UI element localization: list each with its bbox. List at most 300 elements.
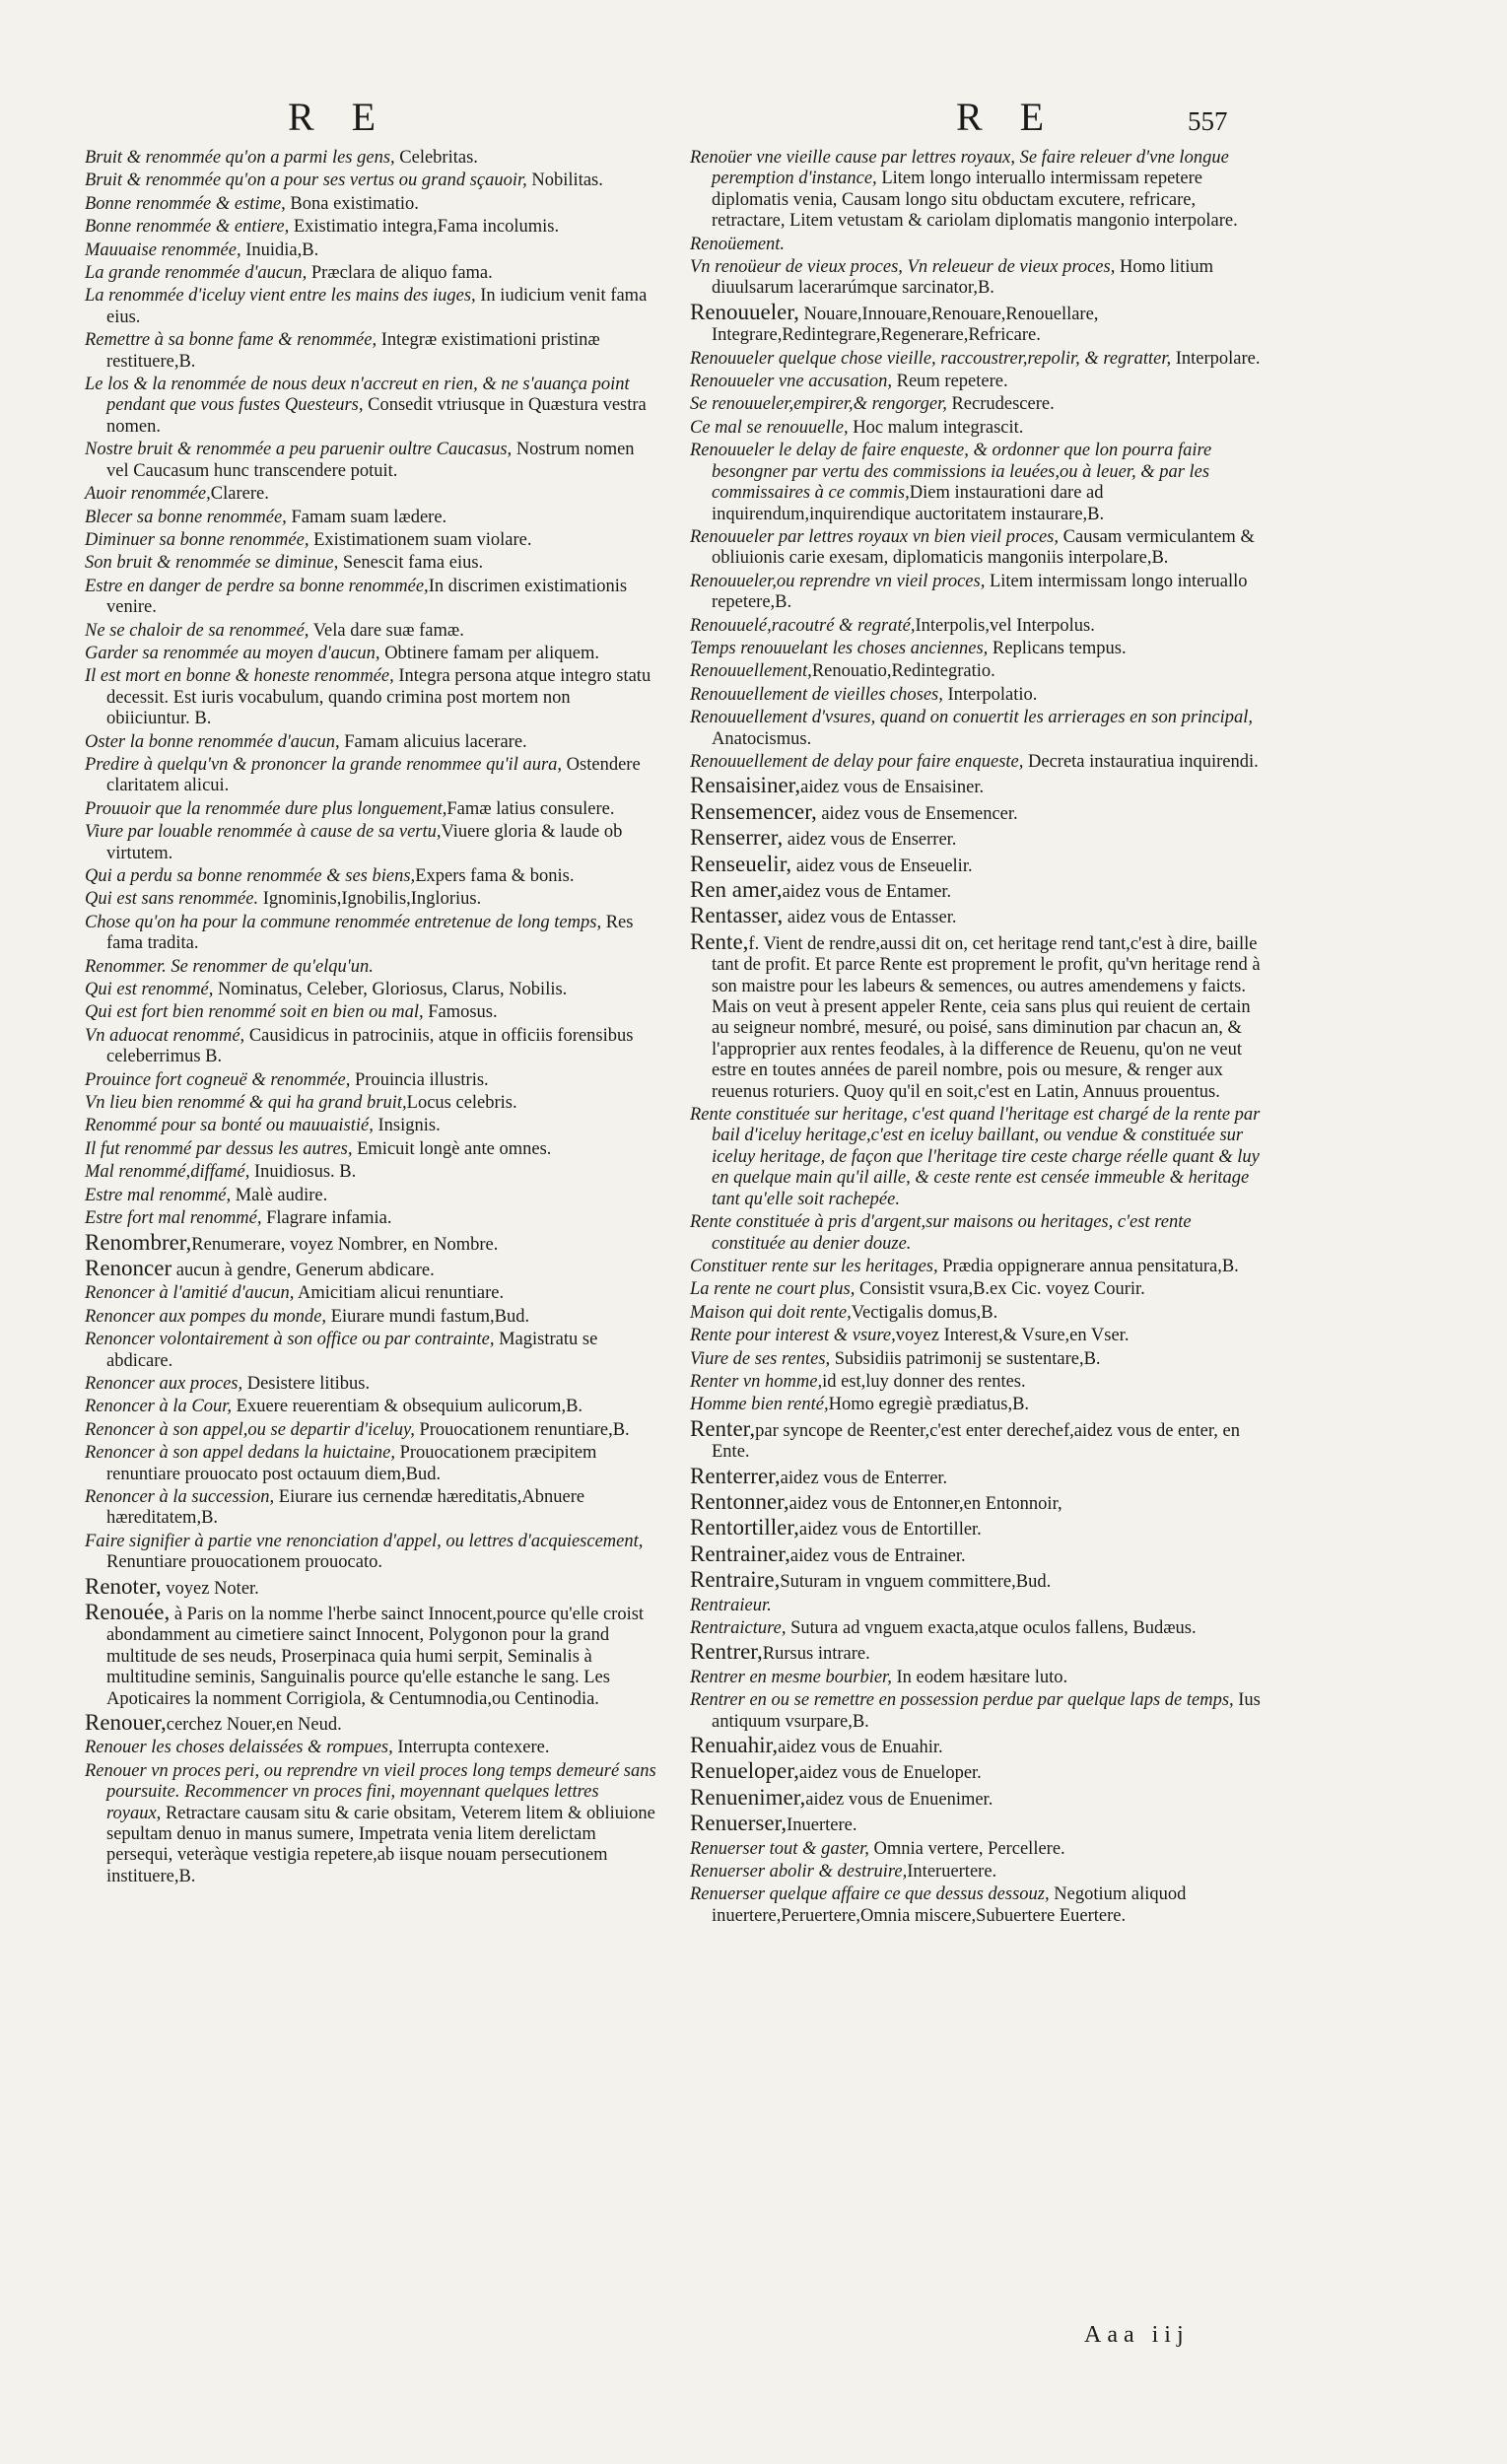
entry-headword: Renouuellement d'vsures, quand on conuertit les arrierages en son principal, <box>690 708 1254 728</box>
entry-definition: Inuidia,B. <box>240 240 319 260</box>
entry-headword: Mal renommé,diffamé, <box>85 1162 250 1183</box>
entry-headword: Renserrer, <box>690 825 784 851</box>
entry-definition: aidez vous de Entamer. <box>782 882 952 902</box>
dictionary-entry <box>690 572 1262 614</box>
entry-headword: Renouueler,ou reprendre vn vieil proces, <box>690 571 986 591</box>
dictionary-entry <box>690 394 1262 415</box>
entry-definition: Prouocationem præcipitem renuntiare prouocato post octauum diem,Bud. <box>106 1443 597 1484</box>
entry-definition: Exuere reuerentiam & obsequium aulicorum,B. <box>232 1397 583 1417</box>
dictionary-entry <box>690 1326 1262 1346</box>
dictionary-entry <box>85 1026 656 1068</box>
entry-definition: Homo egregiè prædiatus,B. <box>828 1395 1030 1415</box>
entry-headword: Temps renouuelant les choses anciennes, <box>690 638 989 658</box>
entry-headword: Rensaisiner, <box>690 773 801 798</box>
dictionary-entry <box>85 440 656 482</box>
entry-headword: Rente, <box>690 928 749 954</box>
entry-definition: Magistratu se abdicare. <box>106 1330 598 1371</box>
dictionary-entry <box>85 1573 656 1600</box>
dictionary-entry <box>690 235 1262 255</box>
entry-headword: Viure de ses rentes, <box>690 1348 831 1369</box>
entry-headword: Rente pour interest & vsure, <box>690 1326 896 1346</box>
dictionary-entry <box>690 1372 1262 1393</box>
dictionary-entry <box>85 148 656 169</box>
dictionary-entry <box>690 752 1262 773</box>
entry-definition: Nominatus, Celeber, Gloriosus, Clarus, Nobilis. <box>213 980 568 1000</box>
entry-headword: Renoncer aux proces, <box>85 1373 243 1394</box>
entry-headword: Renouer, <box>85 1710 167 1736</box>
entry-headword: Ce mal se renouuelle, <box>690 417 849 438</box>
dictionary-entry <box>85 263 656 284</box>
entry-headword: Homme bien renté, <box>690 1395 829 1415</box>
dictionary-entry <box>85 644 656 664</box>
entry-headword: Nostre bruit & renommée a peu paruenir oultre Caucasus, <box>85 440 513 460</box>
entry-definition: Existimationem suam violare. <box>308 529 532 550</box>
dictionary-entry <box>690 827 1262 851</box>
dictionary-entry <box>85 1070 656 1091</box>
entry-headword: Renombrer, <box>85 1229 192 1255</box>
entry-definition: Inuidiosus. B. <box>249 1162 357 1183</box>
entry-headword: Renoncer <box>85 1255 172 1280</box>
entry-definition: Sutura ad vnguem exacta,atque oculos fallens, Budæus. <box>786 1618 1197 1638</box>
entry-definition: Interpolare. <box>1171 348 1261 369</box>
dictionary-entry <box>85 1761 656 1887</box>
entry-definition: Emicuit longè ante omnes. <box>352 1138 552 1159</box>
entry-headword: Renter, <box>690 1415 756 1441</box>
dictionary-entry <box>85 666 656 729</box>
entry-definition: In iudicium venit fama eius. <box>106 286 648 327</box>
dictionary-entry <box>85 1116 656 1136</box>
dictionary-entry <box>690 775 1262 798</box>
entry-headword: Rentasser, <box>690 903 784 928</box>
entry-headword: Se renouueler,empirer,& rengorger, <box>690 394 947 415</box>
entry-headword: Renoncer volontairement à son office ou par contrainte, <box>85 1330 495 1350</box>
entry-headword: Renouée, <box>85 1600 171 1624</box>
running-head-right: R E <box>956 95 1059 139</box>
entry-definition: Nostrum nomen vel Caucasum hunc transcendere potuit. <box>106 440 635 481</box>
dictionary-entry <box>690 1540 1262 1567</box>
entry-headword: Renuerser abolir & destruire, <box>690 1862 908 1882</box>
dictionary-entry <box>690 928 1262 1103</box>
entry-definition: Obtinere famam per aliquem. <box>379 643 599 663</box>
dictionary-entry <box>85 889 656 910</box>
entry-headword: Renoncer à la Cour, <box>85 1397 233 1417</box>
entry-definition: Flagrare infamia. <box>261 1208 392 1229</box>
entry-headword: Renoüer vne vieille cause par lettres royaux, Se faire releuer d'vne longue peremption d'instance, <box>690 148 1229 189</box>
entry-definition: In discrimen existimationis venire. <box>106 576 628 618</box>
entry-definition: Ius antiquum vsurpare,B. <box>712 1690 1261 1732</box>
entry-headword: Renouuellement de delay pour faire enqueste, <box>690 751 1024 772</box>
entry-headword: Renuerser tout & gaster, <box>690 1838 869 1859</box>
dictionary-entry <box>85 1093 656 1114</box>
entry-definition: id est,luy donner des rentes. <box>822 1371 1026 1392</box>
entry-definition: Famæ latius consulere. <box>446 798 615 819</box>
entry-definition: Prædia oppignerare annua pensitatura,B. <box>937 1256 1239 1276</box>
entry-definition: Integræ existimationi pristinæ restituere,B. <box>106 330 600 372</box>
dictionary-entry <box>690 879 1262 903</box>
entry-definition: Insignis. <box>373 1116 441 1136</box>
entry-definition: Diem instaurationi dare ad inquirendum,inquirendique auctoritatem instaurare,B. <box>712 483 1105 524</box>
entry-headword: Renoncer aux pompes du monde, <box>85 1306 327 1327</box>
entry-headword: Renouer les choses delaissées & rompues, <box>85 1738 393 1758</box>
dictionary-entry <box>85 621 656 642</box>
dictionary-entry <box>690 1760 1262 1784</box>
dictionary-entry <box>690 372 1262 392</box>
entry-headword: Ne se chaloir de sa renommeé, <box>85 620 309 641</box>
entry-headword: Maison qui doit rente, <box>690 1302 852 1323</box>
dictionary-entry <box>85 530 656 551</box>
entry-headword: Bruit & renommée qu'on a parmi les gens, <box>85 148 395 168</box>
entry-definition: Interrupta contexere. <box>392 1738 550 1758</box>
dictionary-entry <box>690 527 1262 570</box>
entry-definition: Consistit vsura,B.ex Cic. voyez Courir. <box>855 1279 1145 1300</box>
dictionary-entry <box>85 1487 656 1530</box>
dictionary-entry <box>85 1420 656 1441</box>
dictionary-entry <box>690 1488 1262 1515</box>
entry-definition: Vela dare suæ famæ. <box>308 620 464 641</box>
entry-definition: Existimatio integra,Fama incolumis. <box>289 217 560 238</box>
entry-headword: Renoncer à la succession, <box>85 1486 275 1507</box>
entry-definition: Præclara de aliquo fama. <box>307 263 493 284</box>
entry-definition: Nouare,Innouare,Renouare,Renouellare, Integrare,Redintegrare,Regenerare,Refricare. <box>712 304 1099 346</box>
entry-definition: Recrudescere. <box>946 394 1055 415</box>
dictionary-entry <box>85 1162 656 1183</box>
entry-headword: Renouueler quelque chose vieille, raccoustrer,repolir, & regratter, <box>690 348 1172 369</box>
entry-headword: Rentrainer, <box>690 1540 790 1566</box>
entry-headword: Prouuoir que la renommée dure plus longuement, <box>85 798 447 819</box>
entry-headword: Renoncer à son appel,ou se departir d'iceluy, <box>85 1419 415 1440</box>
dictionary-entry <box>690 1349 1262 1370</box>
entry-headword: Chose qu'on ha pour la commune renommée entretenue de long temps, <box>85 912 602 932</box>
entry-headword: Rentrer en mesme bourbier, <box>690 1667 892 1687</box>
dictionary-entry <box>690 1862 1262 1882</box>
entry-definition: Senescit fama eius. <box>338 553 484 574</box>
entry-headword: Renoüement. <box>690 234 786 254</box>
entry-definition: aucun à gendre, Generum abdicare. <box>171 1260 435 1280</box>
dictionary-entry <box>690 1395 1262 1415</box>
dictionary-entry <box>85 755 656 797</box>
dictionary-entry <box>85 1330 656 1372</box>
dictionary-entry <box>85 194 656 215</box>
entry-headword: Renommé pour sa bonté ou mauuaistié, <box>85 1116 374 1136</box>
entry-definition: Interpolis,vel Interpolus. <box>915 615 1095 636</box>
entry-headword: Rentonner, <box>690 1488 789 1514</box>
dictionary-entry <box>85 1443 656 1485</box>
entry-headword: Renseuelir, <box>690 851 792 876</box>
entry-definition: aidez vous de Entasser. <box>783 908 957 928</box>
entry-definition: aidez vous de Enseuelir. <box>791 856 973 876</box>
entry-definition: aidez vous de Entortiller. <box>798 1520 982 1540</box>
dictionary-entry <box>85 217 656 238</box>
entry-definition: Bona existimatio. <box>285 193 419 214</box>
dictionary-entry <box>690 1690 1262 1733</box>
dictionary-entry <box>690 1735 1262 1758</box>
entry-headword: Renoter, <box>85 1573 162 1599</box>
entry-definition: Renumerare, voyez Nombrer, en Nombre. <box>191 1234 499 1255</box>
dictionary-entry <box>690 616 1262 637</box>
entry-definition: Anatocismus. <box>712 728 812 749</box>
entry-headword: La rente ne court plus, <box>690 1279 856 1300</box>
right-column <box>690 148 1262 1929</box>
entry-headword: Rentraicture, <box>690 1618 787 1638</box>
dictionary-entry <box>85 866 656 887</box>
dictionary-entry <box>85 1208 656 1229</box>
entry-definition: Subsidiis patrimonij se sustentare,B. <box>830 1348 1101 1369</box>
entry-headword: Prouince fort cogneuë & renommée, <box>85 1069 351 1090</box>
dictionary-entry <box>85 732 656 753</box>
entry-definition: aidez vous de Enserrer. <box>783 830 957 851</box>
entry-definition: Rursus intrare. <box>762 1644 870 1665</box>
entry-definition: Hoc malum integrascit. <box>848 417 1024 438</box>
dictionary-entry <box>690 1105 1262 1210</box>
dictionary-entry <box>85 171 656 191</box>
entry-headword: Vn aduocat renommé, <box>85 1025 245 1046</box>
dictionary-entry <box>85 913 656 955</box>
dictionary-entry <box>690 708 1262 750</box>
entry-headword: Qui est sans renommée. <box>85 889 259 910</box>
entry-definition: Interpolatio. <box>942 684 1038 705</box>
dictionary-entry <box>85 1002 656 1023</box>
dictionary-entry <box>690 1303 1262 1324</box>
entry-definition: Consedit vtriusque in Quæstura vestra nomen. <box>106 395 647 437</box>
entry-definition: Expers fama & bonis. <box>415 866 575 886</box>
dictionary-entry <box>85 980 656 1000</box>
entry-headword: Qui est fort bien renommé soit en bien ou mal, <box>85 1002 424 1023</box>
entry-definition: Famam suam lædere. <box>286 507 447 527</box>
dictionary-entry <box>85 957 656 978</box>
entry-definition: Reum repetere. <box>891 372 1008 392</box>
entry-headword: Bonne renommée & estime, <box>85 193 286 214</box>
dictionary-entry <box>85 1397 656 1417</box>
entry-definition: Vectigalis domus,B. <box>851 1302 998 1323</box>
entry-definition: In eodem hæsitare luto. <box>891 1667 1068 1687</box>
entry-headword: Bruit & renommée qu'on a pour ses vertus ou grand sçauoir, <box>85 171 527 191</box>
entry-definition: Causam vermiculantem & obliuionis carie exesam, diplomaticis mangoniis interpolare,B. <box>712 526 1255 569</box>
dictionary-entry <box>690 1784 1262 1811</box>
dictionary-entry <box>85 1229 656 1256</box>
entry-headword: Le los & la renommée de nous deux n'accreut en rien, & ne s'auança point pendant que vous fustes Questeurs, <box>85 375 630 416</box>
entry-headword: Garder sa renommée au moyen d'aucun, <box>85 643 380 663</box>
dictionary-entry <box>690 1415 1262 1464</box>
dictionary-entry <box>85 1186 656 1206</box>
entry-definition: Negotium aliquod inuertere,Peruertere,Omnia miscere,Subuertere Euertere. <box>712 1884 1187 1926</box>
entry-definition: Renouatio,Redintegratio. <box>811 661 995 682</box>
dictionary-entry <box>85 1738 656 1758</box>
entry-definition: Eiurare mundi fastum,Bud. <box>326 1306 530 1327</box>
entry-headword: Renouueler par lettres royaux vn bien vieil proces, <box>690 526 1060 547</box>
entry-headword: Oster la bonne renommée d'aucun, <box>85 731 340 752</box>
dictionary-entry <box>690 441 1262 525</box>
dictionary-entry <box>85 1139 656 1160</box>
dictionary-entry <box>85 1374 656 1395</box>
entry-headword: Renouueler le delay de faire enqueste, & ordonner que lon pourra faire besongner par vertu des commissions ia leuées,ou à leuer, & par les commissaires à ce commis, <box>690 441 1212 504</box>
entry-definition: aidez vous de Enuenimer. <box>805 1789 993 1810</box>
dictionary-entry <box>690 851 1262 877</box>
entry-definition: f. Vient de rendre,aussi dit on, cet heritage rend tant,c'est à dire, baille tant de profit. Et parce Rente est proprement le profit, qu'vn heritage rend à son maistre pour les labeurs & semences, ou autres amendemens y faicts. Mais on veut à present appeler Rente, ceia sans plus qui reuient de certain au seigneur nombré, mesuré, ou poisé, sans diminution par chacun an, & l'approprier aux rentes feodales, à la difference de Reuenu, qu'on ne veut estre en toutes années de pareil nombre, pois ou mesure, & renger aux reuenus roturiers. Quoy qu'il en soit,c'est en Latin, Annuus prouentus. <box>712 933 1261 1102</box>
dictionary-entry <box>690 685 1262 706</box>
entry-headword: Renouueler vne accusation, <box>690 372 892 392</box>
entry-definition: Nobilitas. <box>526 171 603 191</box>
entry-definition: Renuntiare prouocationem prouocato. <box>106 1552 382 1573</box>
dictionary-entry <box>690 1596 1262 1616</box>
entry-headword: Viure par louable renommée à cause de sa vertu, <box>85 822 442 843</box>
entry-definition: Retractare causam situ & carie obsitam, Veterem litem & obliuione sepultam denuo in manus sumere, Impetrata venia litem derelictam persequi, veteràque vestigia repetere,ab iisque nouam persecutionem instituere,B. <box>106 1803 655 1886</box>
entry-headword: Renter vn homme, <box>690 1371 823 1392</box>
entry-headword: Faire signifier à partie vne renonciation d'appel, ou lettres d'acquiescement, <box>85 1531 644 1551</box>
entry-headword: Vn renoüeur de vieux proces, Vn releueur de vieux proces, <box>690 257 1116 278</box>
entry-definition: Suturam in vnguem committere,Bud. <box>780 1572 1052 1593</box>
entry-definition: aidez vous de Enueloper. <box>798 1763 982 1784</box>
entry-headword: Blecer sa bonne renommée, <box>85 507 287 527</box>
entry-headword: Vn lieu bien renommé & qui ha grand bruit, <box>85 1093 407 1114</box>
entry-headword: Diminuer sa bonne renommée, <box>85 529 309 550</box>
dictionary-entry <box>85 1532 656 1574</box>
dictionary-entry <box>85 508 656 528</box>
entry-headword: Son bruit & renommée se diminue, <box>85 553 339 574</box>
dictionary-entry <box>690 1618 1262 1639</box>
entry-definition: par syncope de Reenter,c'est enter derechef,aidez vous de enter, en Ente. <box>712 1420 1240 1463</box>
entry-definition: Ignominis,Ignobilis,Inglorius. <box>258 889 482 910</box>
entry-headword: Renoncer à son appel dedans la huictaine, <box>85 1443 395 1464</box>
entry-headword: Rentraieur. <box>690 1595 772 1615</box>
entry-definition: Causidicus in patrociniis, atque in officiis forensibus celeberrimus B. <box>106 1025 634 1067</box>
dictionary-entry <box>85 375 656 438</box>
dictionary-entry <box>690 1257 1262 1277</box>
entry-definition: Homo litium diuulsarum lacerarúmque sarcinator,B. <box>712 257 1214 299</box>
entry-definition: Malè audire. <box>231 1185 328 1205</box>
entry-headword: Qui est renommé, <box>85 980 214 1000</box>
entry-definition: à Paris on la nomme l'herbe sainct Innocent,pource qu'elle croist abondamment au cimetiere sainct Innocent, Polygonon pour la grand multitude de ses neuds, Proserpinaca quia humi serpit, Seminalis à multitudine seminis, Sanguinalis pource qu'elle estanche le sang. Les Apoticaires la nomment Corrigiola, & Centumnodia,ou Centinodia. <box>106 1605 645 1709</box>
entry-headword: Renuerser quelque affaire ce que dessus dessouz, <box>690 1884 1050 1905</box>
entry-definition: Res fama tradita. <box>106 912 634 954</box>
entry-headword: Renouuellement de vieilles choses, <box>690 684 943 705</box>
entry-headword: Rentortiller, <box>690 1515 799 1540</box>
dictionary-entry <box>85 577 656 619</box>
entry-headword: Rente constituée à pris d'argent,sur maisons ou heritages, c'est rente constituée au denier douze. <box>690 1212 1192 1254</box>
entry-headword: La grande renommée d'aucun, <box>85 263 308 284</box>
entry-definition: Famosus. <box>423 1002 498 1023</box>
entry-headword: Rentrer, <box>690 1639 763 1665</box>
dictionary-entry <box>85 1307 656 1328</box>
entry-headword: Renouer vn proces peri, ou reprendre vn vieil proces long temps demeuré sans poursuite. Recommencer vn proces fini, moyennant quelques lettres royaux, <box>85 1760 656 1823</box>
entry-definition: aidez vous de Ensaisiner. <box>800 778 985 798</box>
entry-definition: cerchez Nouer,en Neud. <box>166 1715 342 1736</box>
entry-headword: Ren amer, <box>690 877 783 902</box>
entry-definition: aidez vous de Enterrer. <box>780 1468 948 1488</box>
left-column <box>85 148 656 1889</box>
dictionary-entry <box>85 484 656 505</box>
entry-definition: Inuertere. <box>787 1815 857 1836</box>
entry-headword: La renommée d'iceluy vient entre les mains des iuges, <box>85 286 476 307</box>
dictionary-entry <box>85 1283 656 1304</box>
entry-definition: Famam alicuius lacerare. <box>339 731 527 752</box>
dictionary-entry <box>690 1641 1262 1665</box>
entry-headword: Il est mort en bonne & honeste renommée, <box>85 666 394 687</box>
entry-definition: Eiurare ius cernendæ hæreditatis,Abnuere hæreditatem,B. <box>106 1486 585 1529</box>
dictionary-entry <box>690 1279 1262 1300</box>
dictionary-entry <box>85 822 656 864</box>
entry-definition: Integra persona atque integro statu decessit. Est iuris vocabulum, quando crimina post mortem non obiiciuntur. B. <box>106 666 651 729</box>
entry-headword: Remettre à sa bonne fame & renommée, <box>85 330 377 351</box>
entry-definition: Litem longo interuallo intermissam repetere diplomatis venia, Causam longo situ obductam excutere, refricare, retractare, Litem vetustam & cariolam diplomatis mangonio interpolare. <box>712 169 1238 232</box>
entry-definition: Omnia vertere, Percellere. <box>868 1838 1065 1859</box>
entry-headword: Estre fort mal renommé, <box>85 1208 262 1229</box>
page-number: 557 <box>1188 106 1228 136</box>
entry-headword: Constituer rente sur les heritages, <box>690 1256 938 1276</box>
entry-definition: aidez vous de Enuahir. <box>778 1738 943 1758</box>
dictionary-entry <box>690 1668 1262 1688</box>
entry-definition: Desistere litibus. <box>242 1373 371 1394</box>
entry-headword: Renouueler, <box>690 299 799 324</box>
entry-definition: Celebritas. <box>394 148 478 168</box>
entry-definition: aidez vous de Ensemencer. <box>816 803 1018 824</box>
entry-headword: Renuahir, <box>690 1733 779 1758</box>
entry-definition: Interuertere. <box>907 1862 997 1882</box>
dictionary-entry <box>85 1712 656 1736</box>
entry-definition: Replicans tempus. <box>988 638 1127 658</box>
entry-headword: Estre en danger de perdre sa bonne renommée, <box>85 576 429 596</box>
entry-headword: Renommer. Se renommer de qu'elqu'un. <box>85 956 374 977</box>
dictionary-entry <box>85 1602 656 1710</box>
dictionary-entry <box>690 639 1262 659</box>
entry-definition: Viuere gloria & laude ob virtutem. <box>106 822 623 863</box>
dictionary-entry <box>690 148 1262 233</box>
entry-headword: Rentraire, <box>690 1567 781 1593</box>
entry-headword: Qui a perdu sa bonne renommée & ses biens, <box>85 866 416 886</box>
entry-headword: Renterrer, <box>690 1463 781 1488</box>
entry-headword: Rensemencer, <box>690 798 817 824</box>
dictionary-entry <box>690 1517 1262 1540</box>
entry-headword: Renouuellement, <box>690 661 812 682</box>
dictionary-entry <box>690 1839 1262 1860</box>
dictionary-entry <box>690 1463 1262 1489</box>
dictionary-entry <box>85 286 656 328</box>
dictionary-entry <box>85 799 656 820</box>
entry-headword: Il fut renommé par dessus les autres, <box>85 1138 353 1159</box>
entry-headword: Renueloper, <box>690 1758 799 1784</box>
dictionary-entry <box>690 257 1262 300</box>
entry-definition: aidez vous de Entonner,en Entonnoir, <box>788 1493 1062 1514</box>
running-head-left: R E <box>288 95 390 139</box>
dictionary-entry <box>85 330 656 373</box>
dictionary-entry <box>690 798 1262 825</box>
dictionary-entry <box>690 1212 1262 1255</box>
dictionary-entry <box>85 240 656 261</box>
entry-definition: Decreta instauratiua inquirendi. <box>1023 751 1259 772</box>
entry-headword: Rentrer en ou se remettre en possession perdue par quelque laps de temps, <box>690 1690 1234 1711</box>
entry-definition: aidez vous de Entrainer. <box>789 1545 966 1566</box>
entry-headword: Auoir renommée, <box>85 484 211 505</box>
dictionary-entry <box>690 1569 1262 1593</box>
entry-definition: Litem intermissam longo interuallo repetere,B. <box>712 571 1248 613</box>
entry-headword: Renouuelé,racoutré & regraté, <box>690 615 916 636</box>
entry-definition: Prouincia illustris. <box>350 1069 489 1090</box>
entry-headword: Rente constituée sur heritage, c'est quand l'heritage est chargé de la rente par bail d'iceluy heritage,c'est en iceluy baillant, ou vendue & constituée sur iceluy heritage, de façon que l'heritage tire ceste charge réelle quant & luy en quelque main qu'il aille, & ceste rente est censée immeuble & heritage tant qu'elle soit rachepée. <box>690 1105 1261 1209</box>
entry-definition: Prouocationem renuntiare,B. <box>414 1419 630 1440</box>
entry-headword: Mauuaise renommée, <box>85 240 241 260</box>
entry-headword: Bonne renommée & entiere, <box>85 217 290 238</box>
signature-mark: Aaa iij <box>1084 2322 1190 2348</box>
entry-headword: Estre mal renommé, <box>85 1185 232 1205</box>
entry-definition: voyez Interest,& Vsure,en Vser. <box>895 1326 1130 1346</box>
entry-headword: Renuenimer, <box>690 1784 806 1810</box>
dictionary-entry <box>690 1813 1262 1836</box>
dictionary-entry <box>690 661 1262 682</box>
dictionary-entry <box>690 349 1262 370</box>
dictionary-entry <box>690 1884 1262 1927</box>
entry-headword: Predire à quelqu'vn & prononcer la grande renommee qu'il aura, <box>85 754 563 775</box>
dictionary-entry <box>690 299 1262 347</box>
entry-definition: Ostendere claritatem alicui. <box>106 754 641 796</box>
